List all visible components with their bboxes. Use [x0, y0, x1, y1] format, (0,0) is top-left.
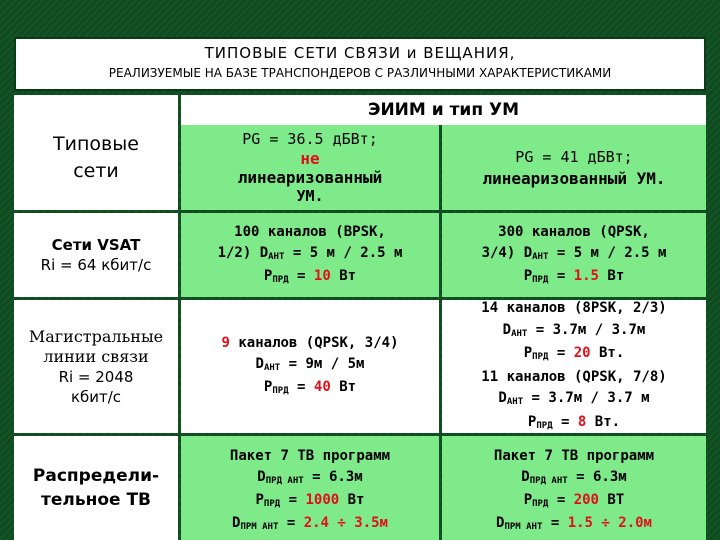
tv-c2-line3	[524, 490, 625, 513]
trunk-c2-l6-text: P	[527, 413, 537, 430]
tv-c2-l3-unit: ВТ	[599, 492, 625, 508]
tv-c2-l3-eq: =	[548, 492, 574, 508]
tv-col2-cell	[442, 436, 706, 540]
group-header-label: ЭИИМ и тип УМ	[367, 100, 520, 120]
tv-c2-l2-value: = 6.3м	[567, 469, 627, 485]
trunk-c2-l3-text: P	[523, 345, 533, 361]
vsat-col1-cell	[181, 213, 439, 297]
vsat-c1-line1: 100 каналов (BPSK,	[234, 223, 386, 240]
vsat-c2-line2	[482, 243, 667, 266]
trunk-c2-line2	[503, 320, 646, 344]
row-trunk-name-cell	[14, 300, 178, 433]
trunk-c2-power-a: 20	[573, 345, 591, 361]
col1-lin: линеаризованный	[237, 167, 383, 187]
trunk-name-line1: Магистральные	[28, 326, 164, 346]
tv-c1-l4-eq: =	[278, 515, 304, 531]
tv-c1-line3	[255, 490, 364, 513]
row-header-line2: сети	[73, 159, 119, 182]
col2-lin: линеаризованный УМ.	[482, 168, 666, 188]
title-box	[14, 37, 706, 91]
tv-c1-l3-sub: ПРД	[263, 499, 281, 509]
trunk-c2-l3-eq: =	[548, 345, 574, 361]
col1-um: УМ.	[296, 186, 324, 205]
col1-pg: PG = 36.5 дБВт;	[242, 129, 378, 148]
row-header-line1: Типовые	[53, 132, 139, 155]
tv-c1-l4-text: D	[232, 515, 241, 531]
trunk-c2-power-b: 8	[577, 413, 587, 430]
col-header-2	[442, 125, 706, 210]
tv-c2-l4-sub: ПРМ АНТ	[504, 522, 543, 532]
networks-table	[14, 95, 706, 540]
tv-c2-l3-text: P	[523, 492, 533, 508]
trunk-c2-line3	[524, 343, 625, 367]
vsat-c1-line2	[218, 243, 403, 266]
title-sub: РЕАЛИЗУЕМЫЕ НА БАЗЕ ТРАНСПОНДЕРОВ С РАЗЛИЧНЫМИ ХАРАКТЕРИСТИКАМИ	[108, 66, 612, 80]
trunk-c2-line5	[498, 388, 649, 412]
trunk-c2-l5-text: D	[498, 390, 507, 406]
tv-c2-l2-sub: ПРД АНТ	[529, 476, 568, 486]
tv-c1-l4-sub: ПРМ АНТ	[240, 522, 279, 532]
trunk-c1-line3	[264, 377, 356, 400]
vsat-c1-power: 10	[313, 267, 331, 284]
trunk-rate-line1: Ri = 2048	[58, 367, 134, 386]
tv-c1-power: 1000	[305, 492, 340, 508]
vsat-c2-l2-sub: АНТ	[532, 251, 549, 262]
trunk-c1-power: 40	[313, 379, 331, 395]
trunk-c1-l3-unit: Вт	[330, 379, 357, 395]
trunk-col1-cell	[181, 300, 439, 433]
vsat-col2-cell	[442, 213, 706, 297]
tv-c2-l4-eq: =	[542, 515, 568, 531]
tv-c1-l2-text: D	[257, 469, 266, 485]
col2-pg: PG = 41 дБВт;	[515, 147, 633, 166]
vsat-rate: Ri = 64 кбит/с	[40, 256, 152, 274]
vsat-c2-l3-sub: ПРД	[532, 274, 549, 285]
trunk-c2-l3-unit: Вт.	[590, 345, 625, 361]
trunk-c1-l3-eq: =	[288, 379, 314, 395]
vsat-c1-l2-value: = 5 м / 2.5 м	[284, 244, 403, 261]
vsat-c2-l3-unit: Вт	[599, 267, 625, 284]
trunk-name-line2: линии связи	[43, 346, 149, 366]
row-vsat-name-cell	[14, 213, 178, 297]
vsat-c1-l3-eq: =	[288, 267, 314, 284]
trunk-c2-l6-eq: =	[552, 413, 578, 430]
trunk-c2-l5-value: = 3.7м / 3.7 м	[523, 390, 650, 406]
tv-c2-rx-antenna: 1.5 ÷ 2.0м	[567, 515, 652, 531]
vsat-c2-line1: 300 каналов (QPSK,	[498, 223, 650, 240]
trunk-c2-l5-sub: АНТ	[506, 397, 524, 407]
trunk-col2-cell	[442, 300, 706, 433]
row-tv-name-cell	[14, 436, 178, 540]
vsat-c1-l3-unit: Вт	[330, 267, 357, 284]
vsat-c1-line3	[264, 266, 356, 289]
trunk-c1-l3-sub: ПРД	[272, 386, 289, 396]
trunk-rate-line2: кбит/с	[70, 387, 122, 406]
tv-c1-l3-text: P	[255, 492, 264, 508]
tv-c2-l4-text: D	[496, 515, 505, 531]
row-header-cell	[14, 95, 178, 210]
trunk-c1-l2-text: D	[255, 356, 264, 372]
tv-c2-line1: Пакет 7 ТВ программ	[493, 448, 655, 464]
tv-c1-rx-antenna: 2.4 ÷ 3.5м	[303, 515, 388, 531]
trunk-c1-count: 9	[221, 335, 230, 351]
trunk-c2-l3-sub: ПРД	[532, 352, 549, 362]
vsat-c2-l3-text: P	[523, 267, 533, 284]
vsat-c2-l2-value: = 5 м / 2.5 м	[548, 244, 667, 261]
group-header-cell	[181, 95, 706, 125]
tv-c2-power: 200	[573, 492, 599, 508]
tv-name-line1: Распредели-	[32, 466, 160, 486]
title-main: ТИПОВЫЕ СЕТИ СВЯЗИ и ВЕЩАНИЯ,	[204, 44, 516, 62]
trunk-c2-line1: 14 каналов (8PSK, 2/3)	[481, 300, 667, 316]
tv-c1-l2-value: = 6.3м	[303, 469, 363, 485]
trunk-c2-l2-value: = 3.7м / 3.7м	[527, 321, 646, 338]
vsat-c1-l2-sub: АНТ	[268, 251, 285, 262]
tv-c2-line4	[496, 513, 652, 536]
tv-c1-l2-sub: ПРД АНТ	[265, 476, 304, 486]
trunk-c2-l6-sub: ПРД	[536, 420, 553, 431]
trunk-c2-l6-unit: Вт.	[586, 413, 621, 430]
tv-c1-line1: Пакет 7 ТВ программ	[229, 448, 391, 464]
tv-c2-l3-sub: ПРД	[532, 499, 549, 509]
tv-name-line2: тельное ТВ	[40, 490, 151, 510]
vsat-c2-power: 1.5	[573, 267, 599, 284]
col1-not: не	[300, 148, 320, 168]
vsat-c1-l2-text: 1/2) D	[217, 244, 269, 261]
trunk-c1-l2-value: = 9м / 5м	[280, 356, 365, 372]
tv-c1-l3-unit: Вт	[339, 492, 365, 508]
vsat-c2-l3-eq: =	[548, 267, 574, 284]
trunk-c1-line2	[256, 354, 365, 377]
trunk-c2-l2-text: D	[502, 321, 512, 338]
tv-c1-l3-eq: =	[280, 492, 306, 508]
vsat-c2-l2-text: 3/4) D	[481, 244, 533, 261]
trunk-c2-l2-sub: АНТ	[511, 328, 528, 339]
vsat-name: Сети VSAT	[51, 236, 141, 254]
trunk-c1-l1-text: каналов (QPSK, 3/4)	[229, 335, 399, 351]
tv-c1-line4	[232, 513, 388, 536]
tv-c2-line2	[521, 467, 626, 490]
vsat-c1-l3-text: P	[263, 267, 273, 284]
trunk-c2-line6	[528, 412, 620, 436]
tv-c1-line2	[257, 467, 362, 490]
col-header-1	[181, 125, 439, 210]
trunk-c1-l3-text: P	[263, 379, 273, 395]
trunk-c1-line1	[221, 333, 398, 354]
tv-c2-l2-text: D	[521, 469, 530, 485]
tv-col1-cell	[181, 436, 439, 540]
trunk-c2-line4: 11 каналов (QPSK, 7/8)	[481, 368, 667, 385]
vsat-c1-l3-sub: ПРД	[272, 274, 289, 285]
trunk-c1-l2-sub: АНТ	[263, 363, 281, 373]
vsat-c2-line3	[524, 266, 625, 289]
